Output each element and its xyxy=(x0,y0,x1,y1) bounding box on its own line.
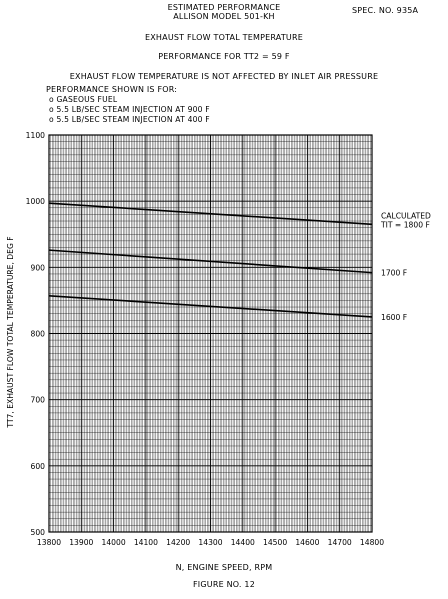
y-tick-label: 700 xyxy=(30,395,45,405)
x-tick-label: 14200 xyxy=(166,538,191,547)
pressure-note: EXHAUST FLOW TEMPERATURE IS NOT AFFECTED BY INLET AIR PRESSURE xyxy=(69,72,379,81)
y-tick-label: 600 xyxy=(30,461,45,471)
x-tick-label: 13800 xyxy=(36,538,62,547)
series-label: 1700 F xyxy=(381,268,408,278)
header-line-1: ESTIMATED PERFORMANCE xyxy=(167,3,281,12)
y-tick-label: 500 xyxy=(30,528,45,537)
performance-item: o GASEOUS FUEL xyxy=(49,95,118,104)
x-tick-label: 14800 xyxy=(359,538,385,547)
series-label: CALCULATED xyxy=(381,211,431,221)
y-tick-label: 900 xyxy=(30,263,45,273)
x-axis-label: N, ENGINE SPEED, RPM xyxy=(175,563,273,572)
chart-subtitle: EXHAUST FLOW TOTAL TEMPERATURE xyxy=(145,33,303,42)
performance-item: o 5.5 LB/SEC STEAM INJECTION AT 900 F xyxy=(49,105,210,114)
x-tick-label: 14600 xyxy=(295,538,320,547)
x-tick-label: 14400 xyxy=(230,538,255,547)
y-axis-label: TT7, EXHAUST FLOW TOTAL TEMPERATURE, DEG F xyxy=(6,236,15,428)
series-label: 1600 F xyxy=(381,312,408,322)
x-tick-label: 14100 xyxy=(133,538,158,547)
spec-number: SPEC. NO. 935A xyxy=(352,6,419,15)
y-tick-label: 1100 xyxy=(25,131,45,140)
x-tick-label: 14500 xyxy=(263,538,288,547)
x-tick-label: 14700 xyxy=(327,538,352,547)
y-tick-label: 1000 xyxy=(25,197,45,207)
performance-shown-title: PERFORMANCE SHOWN IS FOR: xyxy=(46,85,178,94)
axis-tick-labels xyxy=(26,131,385,547)
series-label: TIT = 1800 F xyxy=(381,220,430,230)
series-labels xyxy=(380,211,431,322)
x-tick-label: 14000 xyxy=(101,538,126,547)
figure-number: FIGURE NO. 12 xyxy=(193,580,255,589)
x-tick-label: 14300 xyxy=(198,538,223,547)
x-tick-label: 13900 xyxy=(69,538,94,547)
y-tick-label: 800 xyxy=(30,329,45,339)
header-line-2: ALLISON MODEL 501-KH xyxy=(173,12,275,21)
performance-condition: PERFORMANCE FOR TT2 = 59 F xyxy=(158,52,290,61)
performance-item: o 5.5 LB/SEC STEAM INJECTION AT 400 F xyxy=(49,115,210,124)
